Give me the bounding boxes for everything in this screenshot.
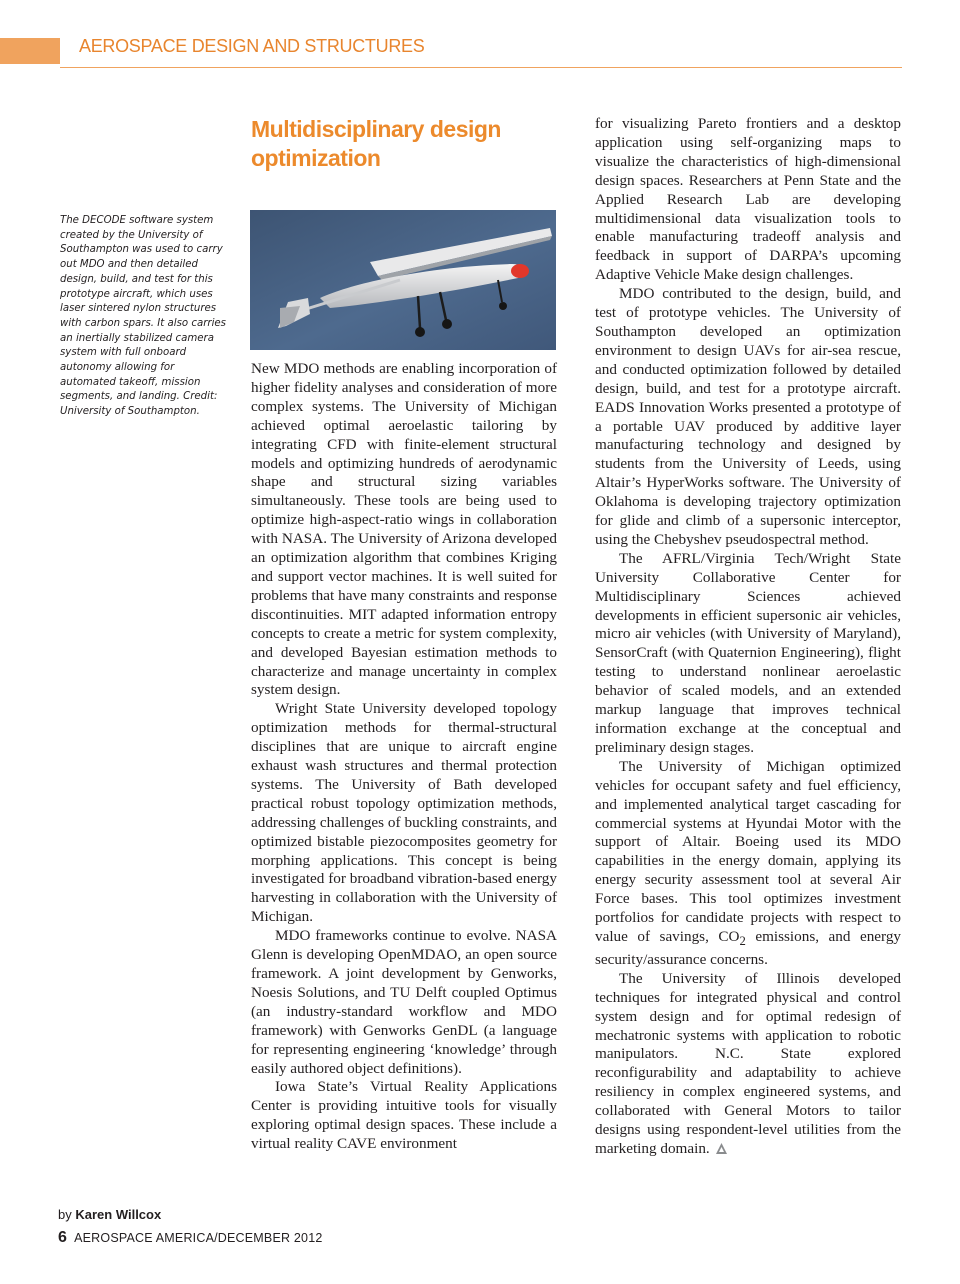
paragraph-text: The University of Michigan optimized vehicles for occupant safety and fuel efficiency, and implemented analytical target cascading for commercial systems at Hyundai Motor with the support of Altair. Boeing used its MDO capabilities in the energy domain, applying its energy security assessment tool at several Air Force bases. This tool optimizes investment portfolios for candidate projects with respect to value of savings, CO — [595, 757, 901, 945]
section-color-bar — [0, 38, 60, 64]
article-column-1 — [251, 360, 557, 1154]
paragraph-text: emissions, and energy security/assurance concerns. — [595, 927, 902, 968]
paragraph-text: The University of Illinois developed techniques for integrated physical and control system design and for optimal redesign of mechatronic systems with application to robotic manipulators. N.C. State explored reconfigurability and adaptability to achieve resiliency in complex engineered systems, and collaborated with General Motors to tailor designs using respondent-level utilities from the marketing domain. — [595, 969, 901, 1157]
header-rule — [60, 67, 902, 68]
paragraph: New MDO methods are enabling incorporation of higher fidelity analyses and consideration of more complex systems. The University of Michigan achieved optimal aeroelastic tailoring by integrating CFD with finite-element structural models and optimizing hundreds of aerodynamic shape and structural sizing variables simultaneously. These tools are being used to optimize high-aspect-ratio wings in collaboration with NASA. The University of Arizona developed an optimization algorithm that combines Kriging and support vector machines. It is well suited for problems that have many constraints and response discontinuities. MIT adapted information entropy concepts to create a metric for system complexity, and developed Bayesian estimation methods to characterize and manage uncertainty in complex system design. — [251, 360, 557, 699]
uav-aircraft-image — [250, 210, 556, 350]
paragraph: The AFRL/Virginia Tech/Wright State University Collaborative Center for Multidisciplinary Sciences achieved developments in efficient supersonic air vehicles, micro air vehicles (with University of Maryland), SensorCraft (with Quaternion Engineering), flight testing to understand nonlinear aeroelastic behavior of scaled models, and an extended markup language that improves technical information exchange at the conceptual and preliminary design stages. — [595, 549, 901, 756]
paragraph: for visualizing Pareto frontiers and a desktop application using self-organizing maps to visualize the characteristics of high-dimensional design spaces. Researchers at Penn State and the Applied Research Lab are developing multidimensional data visualization tools to enable manufacturing tradeoff analysis and feedback in support of DARPA’s upcoming Adaptive Vehicle Make design challenges. — [595, 115, 901, 284]
page-footer — [58, 1229, 323, 1247]
article-column-2 — [595, 115, 901, 1159]
author-name: Karen Willcox — [75, 1207, 162, 1222]
photo-caption: The DECODE software system created by the University of Southampton was used to carry out MDO and then detailed design, build, and test for this prototype aircraft, which uses laser sintered nylon structures with carbon spars. It also carries an inertially stabilized camera system with full onboard autonomy allowing for automated takeoff, mission segments, and landing. Credit: University of Southampton. — [60, 215, 226, 418]
article-title: Multidisciplinary design optimization — [251, 116, 501, 171]
page-number: 6 — [58, 1229, 68, 1246]
end-of-article-icon — [716, 1143, 727, 1154]
subscript: 2 — [739, 934, 746, 948]
paragraph — [595, 970, 901, 1159]
paragraph: MDO frameworks continue to evolve. NASA Glenn is developing OpenMDAO, an open source framework. A joint development by Genworks, Noesis Solutions, and TU Delft coupled Optimus (an industry-standard workflow and MDO framework) with Genworks GenDL (a language for representing engineering ‘knowledge’ through easily authored object definitions). — [251, 927, 557, 1077]
paragraph — [595, 758, 901, 970]
publication-info: AEROSPACE AMERICA/DECEMBER 2012 — [74, 1231, 323, 1245]
paragraph: Iowa State’s Virtual Reality Applications Center is providing intuitive tools for visually exploring optimal design spaces. These include a virtual reality CAVE environment — [251, 1078, 557, 1153]
paragraph: MDO contributed to the design, build, and test of prototype vehicles. The University of Southampton developed an optimization environment to design UAVs for air-sea rescue, and conducted optimization followed by detailed design, build, and test for a prototype aircraft. EADS Innovation Works presented a prototype of a portable UAV produced by additive layer manufacturing technology and designed by students from the University of Leeds, using Altair’s HyperWorks software. The University of Oklahoma is developing trajectory optimization for glide and climb of a supersonic interceptor, using the Chebyshev pseudospectral method. — [595, 285, 901, 548]
byline-prefix: by — [58, 1207, 72, 1222]
uav-photo — [250, 210, 556, 350]
byline — [58, 1207, 161, 1222]
section-title: AEROSPACE DESIGN AND STRUCTURES — [79, 36, 425, 56]
paragraph: Wright State University developed topology optimization methods for thermal-structural disciplines that are unique to aircraft engine exhaust wash structures and thermal protection systems. The University of Bath developed practical robust topology optimization methods, addressing challenges of buckling constraints, and optimized bistable piezocomposites geometry for morphing applications. This concept is being investigated for broadband vibration-based energy harvesting in collaboration with the University of Michigan. — [251, 700, 557, 926]
